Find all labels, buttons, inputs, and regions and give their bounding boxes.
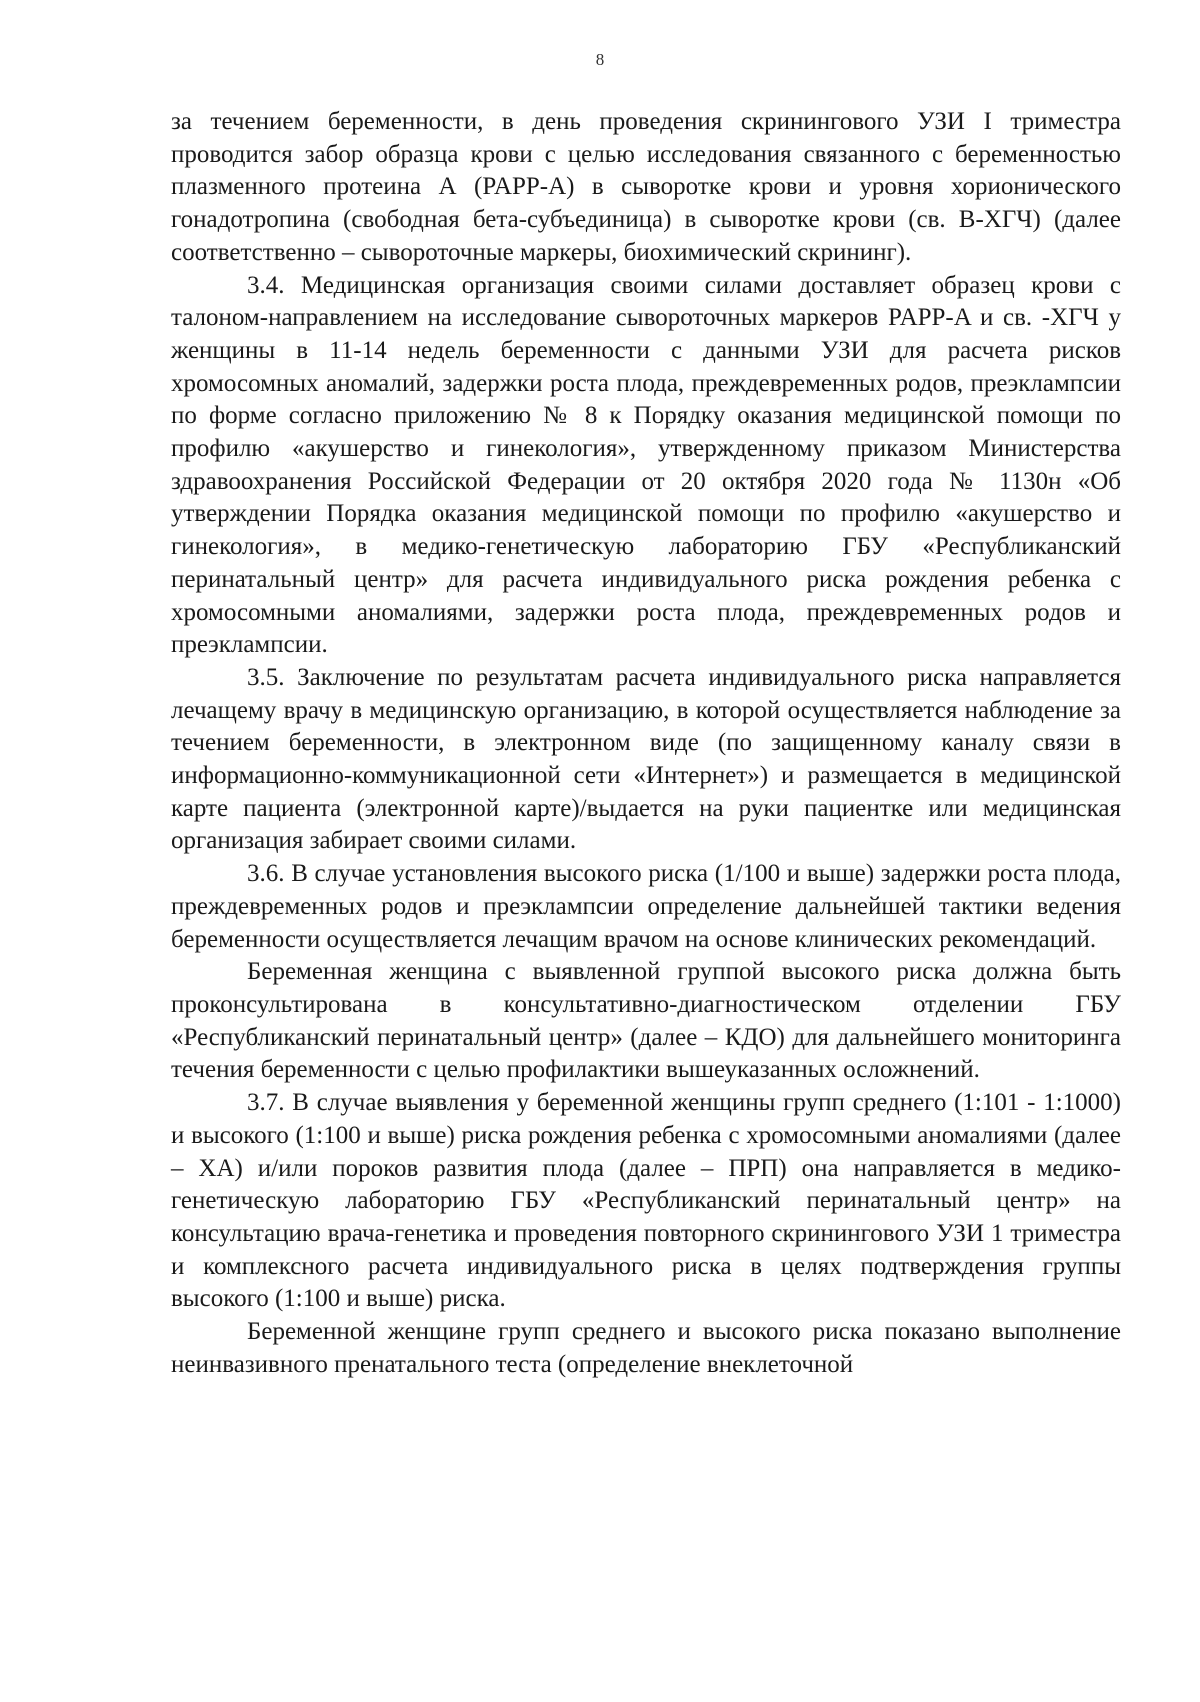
paragraph-3-4: 3.4. Медицинская организация своими силами доставляет образец крови с талоном-направлением на исследование сывороточных маркеров PAPP-A и св. -ХГЧ у женщины в 11-14 недель беременности с данными УЗИ для расчета рисков хромосомных аномалий, задержки роста плода, преждевременных родов, преэклампсии по форме согласно приложению № 8 к Порядку оказания медицинской помощи по профилю «акушерство и гинекология», утвержденному приказом Министерства здравоохранения Российской Федерации от 20 октября 2020 года № 1130н «Об утверждении Порядка оказания медицинской помощи по профилю «акушерство и гинекология», в медико-генетическую лабораторию ГБУ «Республиканский перинатальный центр» для расчета индивидуального риска рождения ребенка с хромосомными аномалиями, задержки роста плода, преждевременных родов и преэклампсии. xyxy=(171,271,1121,659)
paragraph-high-risk-consultation: Беременная женщина с выявленной группой высокого риска должна быть проконсультирована в консультативно-диагностическом отделении ГБУ «Республиканский перинатальный центр» (далее – КДО) для дальнейшего мониторинга течения беременности с целью профилактики вышеуказанных осложнений. xyxy=(171,958,1121,1084)
paragraph-nipt: Беременной женщине групп среднего и высокого риска показано выполнение неинвазивного пренатального теста (определение внеклеточной xyxy=(171,1318,1121,1378)
paragraph-3-5: 3.5. Заключение по результатам расчета индивидуального риска направляется лечащему врачу в медицинскую организацию, в которой осуществляется наблюдение за течением беременности, в электронном виде (по защищенному каналу связи в информационно-коммуникационной сети «Интернет») и размещается в медицинской карте пациента (электронной карте)/выдается на руки пациентке или медицинская организация забирает своими силами. xyxy=(171,663,1121,855)
paragraph-3-7: 3.7. В случае выявления у беременной женщины групп среднего (1:101 - 1:1000) и высокого (1:100 и выше) риска рождения ребенка с хромосомными аномалиями (далее – ХА) и/или пороков развития плода (далее – ПРП) она направляется в медико-генетическую лабораторию ГБУ «Республиканский перинатальный центр» на консультацию врача-генетика и проведения повторного скринингового УЗИ 1 триместра и комплексного расчета индивидуального риска в целях подтверждения группы высокого (1:100 и выше) риска. xyxy=(171,1089,1121,1313)
paragraph-continuation: за течением беременности, в день проведения скринингового УЗИ I триместра проводится забор образца крови с целью исследования связанного с беременностью плазменного протеина А (PAPP-A) в сыворотке крови и уровня хорионического гонадотропина (свободная бета-субъединица) в сыворотке крови (св. В-ХГЧ) (далее соответственно – сывороточные маркеры, биохимический скрининг). xyxy=(171,108,1121,266)
paragraph-3-6: 3.6. В случае установления высокого риска (1/100 и выше) задержки роста плода, преждевременных родов и преэклампсии определение дальнейшей тактики ведения беременности осуществляется лечащим врачом на основе клинических рекомендаций. xyxy=(171,860,1121,953)
document-body xyxy=(171,106,1121,1381)
page-number: 8 xyxy=(595,50,605,69)
